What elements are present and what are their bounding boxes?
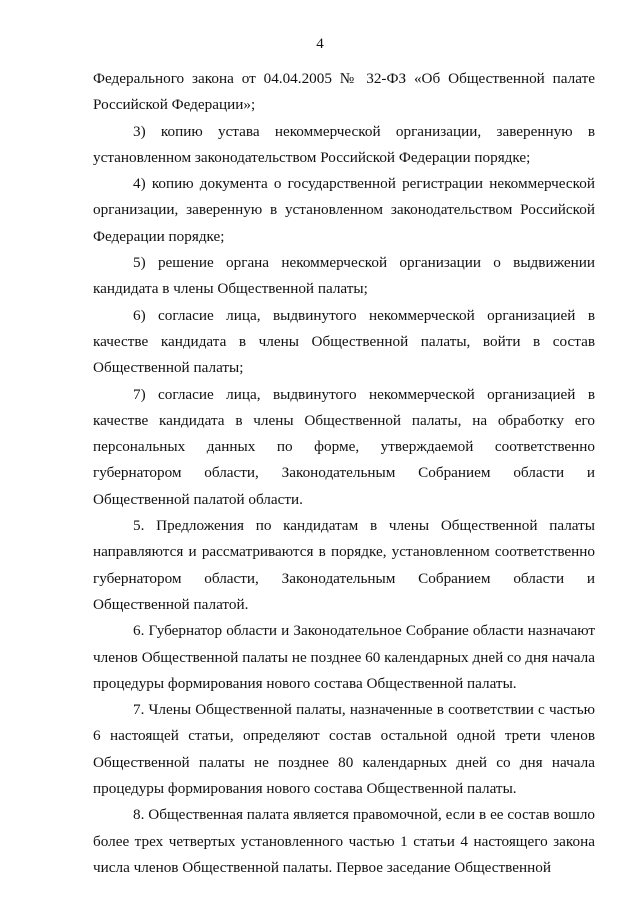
- paragraph-section-7: 7. Члены Общественной палаты, назначенные в соответствии с частью 6 настоящей статьи, определяют состав остальной одной трети членов Общественной палаты не позднее 80 календарных дней со дня начала процедуры формирования нового состава Общественной палаты.: [93, 701, 595, 798]
- document-body: [93, 66, 595, 881]
- paragraph-section-8: 8. Общественная палата является правомочной, если в ее состав вошло более трех четвертых установленного частью 1 статьи 4 настоящего закона числа членов Общественной палаты. Первое заседание Общественной: [93, 806, 595, 876]
- page-number: 4: [316, 36, 324, 52]
- paragraph-item-6: 6) согласие лица, выдвинутого некоммерческой организацией в качестве кандидата в члены Общественной палаты, войти в состав Общественной палаты;: [93, 306, 595, 377]
- paragraph-section-5: 5. Предложения по кандидатам в члены Общественной палаты направляются и рассматриваются в порядке, установленном соответственно губернатором области, Законодательным Собранием области и Общественной палатой.: [93, 517, 595, 613]
- paragraph-item-4: 4) копию документа о государственной регистрации некоммерческой организации, заверенную в установленном законодательством Российской Федерации порядке;: [93, 175, 595, 245]
- paragraph-item-7: 7) согласие лица, выдвинутого некоммерческой организацией в качестве кандидата в члены Общественной палаты, на обработку его персональных данных по форме, утверждаемой соответственно губернатором области, Законодательным Собранием области и Общественной палатой области.: [93, 385, 595, 508]
- paragraph-section-6: 6. Губернатор области и Законодательное Собрание области назначают членов Общественной палаты не позднее 60 календарных дней со дня начала процедуры формирования нового состава Общественной палаты.: [93, 622, 595, 692]
- paragraph-law-reference: Федерального закона от 04.04.2005 № 32-ФЗ «Об Общественной палате Российской Федерации»;: [93, 70, 595, 114]
- paragraph-item-5: 5) решение органа некоммерческой организации о выдвижении кандидата в члены Общественной палаты;: [93, 254, 595, 298]
- paragraph-item-3: 3) копию устава некоммерческой организации, заверенную в установленном законодательством Российской Федерации порядке;: [93, 122, 595, 166]
